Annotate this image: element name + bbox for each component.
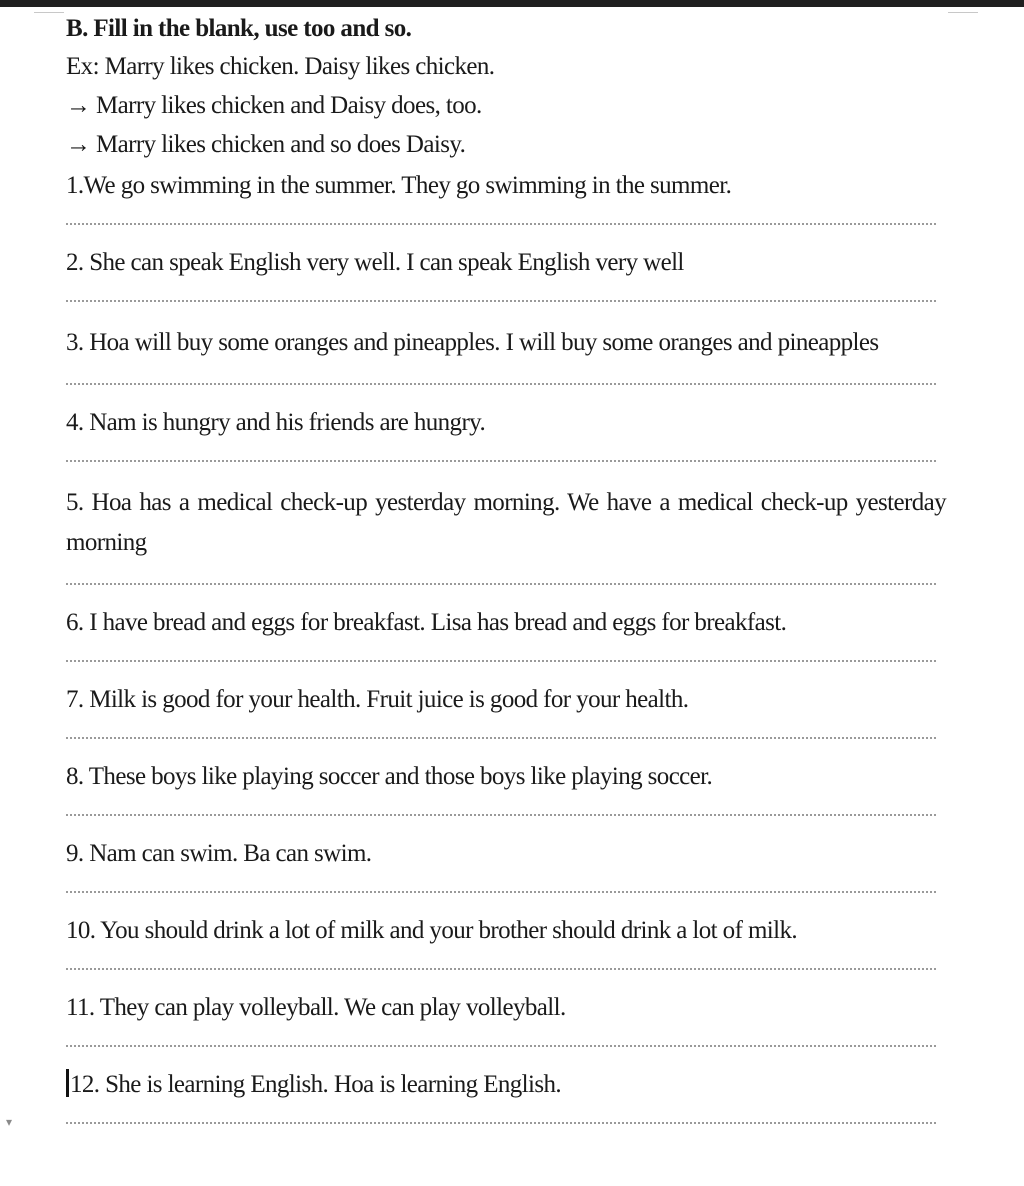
answer-blank-6[interactable] (66, 660, 936, 662)
text-cursor (66, 1069, 69, 1097)
page-corner-mark-right (948, 12, 978, 13)
window-top-bar (0, 0, 1024, 7)
answer-blank-7[interactable] (66, 737, 936, 739)
question-12-row (66, 1068, 946, 1102)
question-6: 6. I have bread and eggs for breakfast. Lisa has bread and eggs for breakfast. (66, 609, 787, 636)
answer-blank-4[interactable] (66, 460, 936, 462)
answer-blank-12[interactable] (66, 1122, 936, 1124)
question-10: 10. You should drink a lot of milk and your brother should drink a lot of milk. (66, 917, 798, 944)
question-4: 4. Nam is hungry and his friends are hungry. (66, 409, 486, 436)
question-5: 5. Hoa has a medical check-up yesterday morning. We have a medical check-up yesterday morning (66, 489, 946, 556)
question-12: 12. She is learning English. Hoa is learning English. (70, 1071, 562, 1098)
paragraph-marker-icon: ▾ (6, 1115, 13, 1129)
question-3: 3. Hoa will buy some oranges and pineapples. I will buy some oranges and pineapples (66, 329, 879, 356)
question-7: 7. Milk is good for your health. Fruit juice is good for your health. (66, 686, 689, 713)
answer-blank-3[interactable] (66, 383, 936, 385)
answer-blank-11[interactable] (66, 1045, 936, 1047)
example-line-2: → Marry likes chicken and Daisy does, too. (66, 92, 482, 119)
answer-blank-2[interactable] (66, 300, 936, 302)
example-line-1: Ex: Marry likes chicken. Daisy likes chicken. (66, 53, 495, 80)
section-heading: B. Fill in the blank, use too and so. (66, 15, 412, 42)
answer-blank-1[interactable] (66, 223, 936, 225)
answer-blank-5[interactable] (66, 583, 936, 585)
answer-blank-8[interactable] (66, 814, 936, 816)
question-8: 8. These boys like playing soccer and those boys like playing soccer. (66, 763, 713, 790)
document-page (66, 12, 946, 1145)
question-11: 11. They can play volleyball. We can play volleyball. (66, 994, 566, 1021)
question-2: 2. She can speak English very well. I can speak English very well (66, 249, 684, 276)
answer-blank-9[interactable] (66, 891, 936, 893)
question-1: 1.We go swimming in the summer. They go swimming in the summer. (66, 172, 732, 199)
question-9: 9. Nam can swim. Ba can swim. (66, 840, 372, 867)
page-corner-mark-left (34, 12, 64, 13)
answer-blank-10[interactable] (66, 968, 936, 970)
example-line-3: → Marry likes chicken and so does Daisy. (66, 131, 466, 158)
